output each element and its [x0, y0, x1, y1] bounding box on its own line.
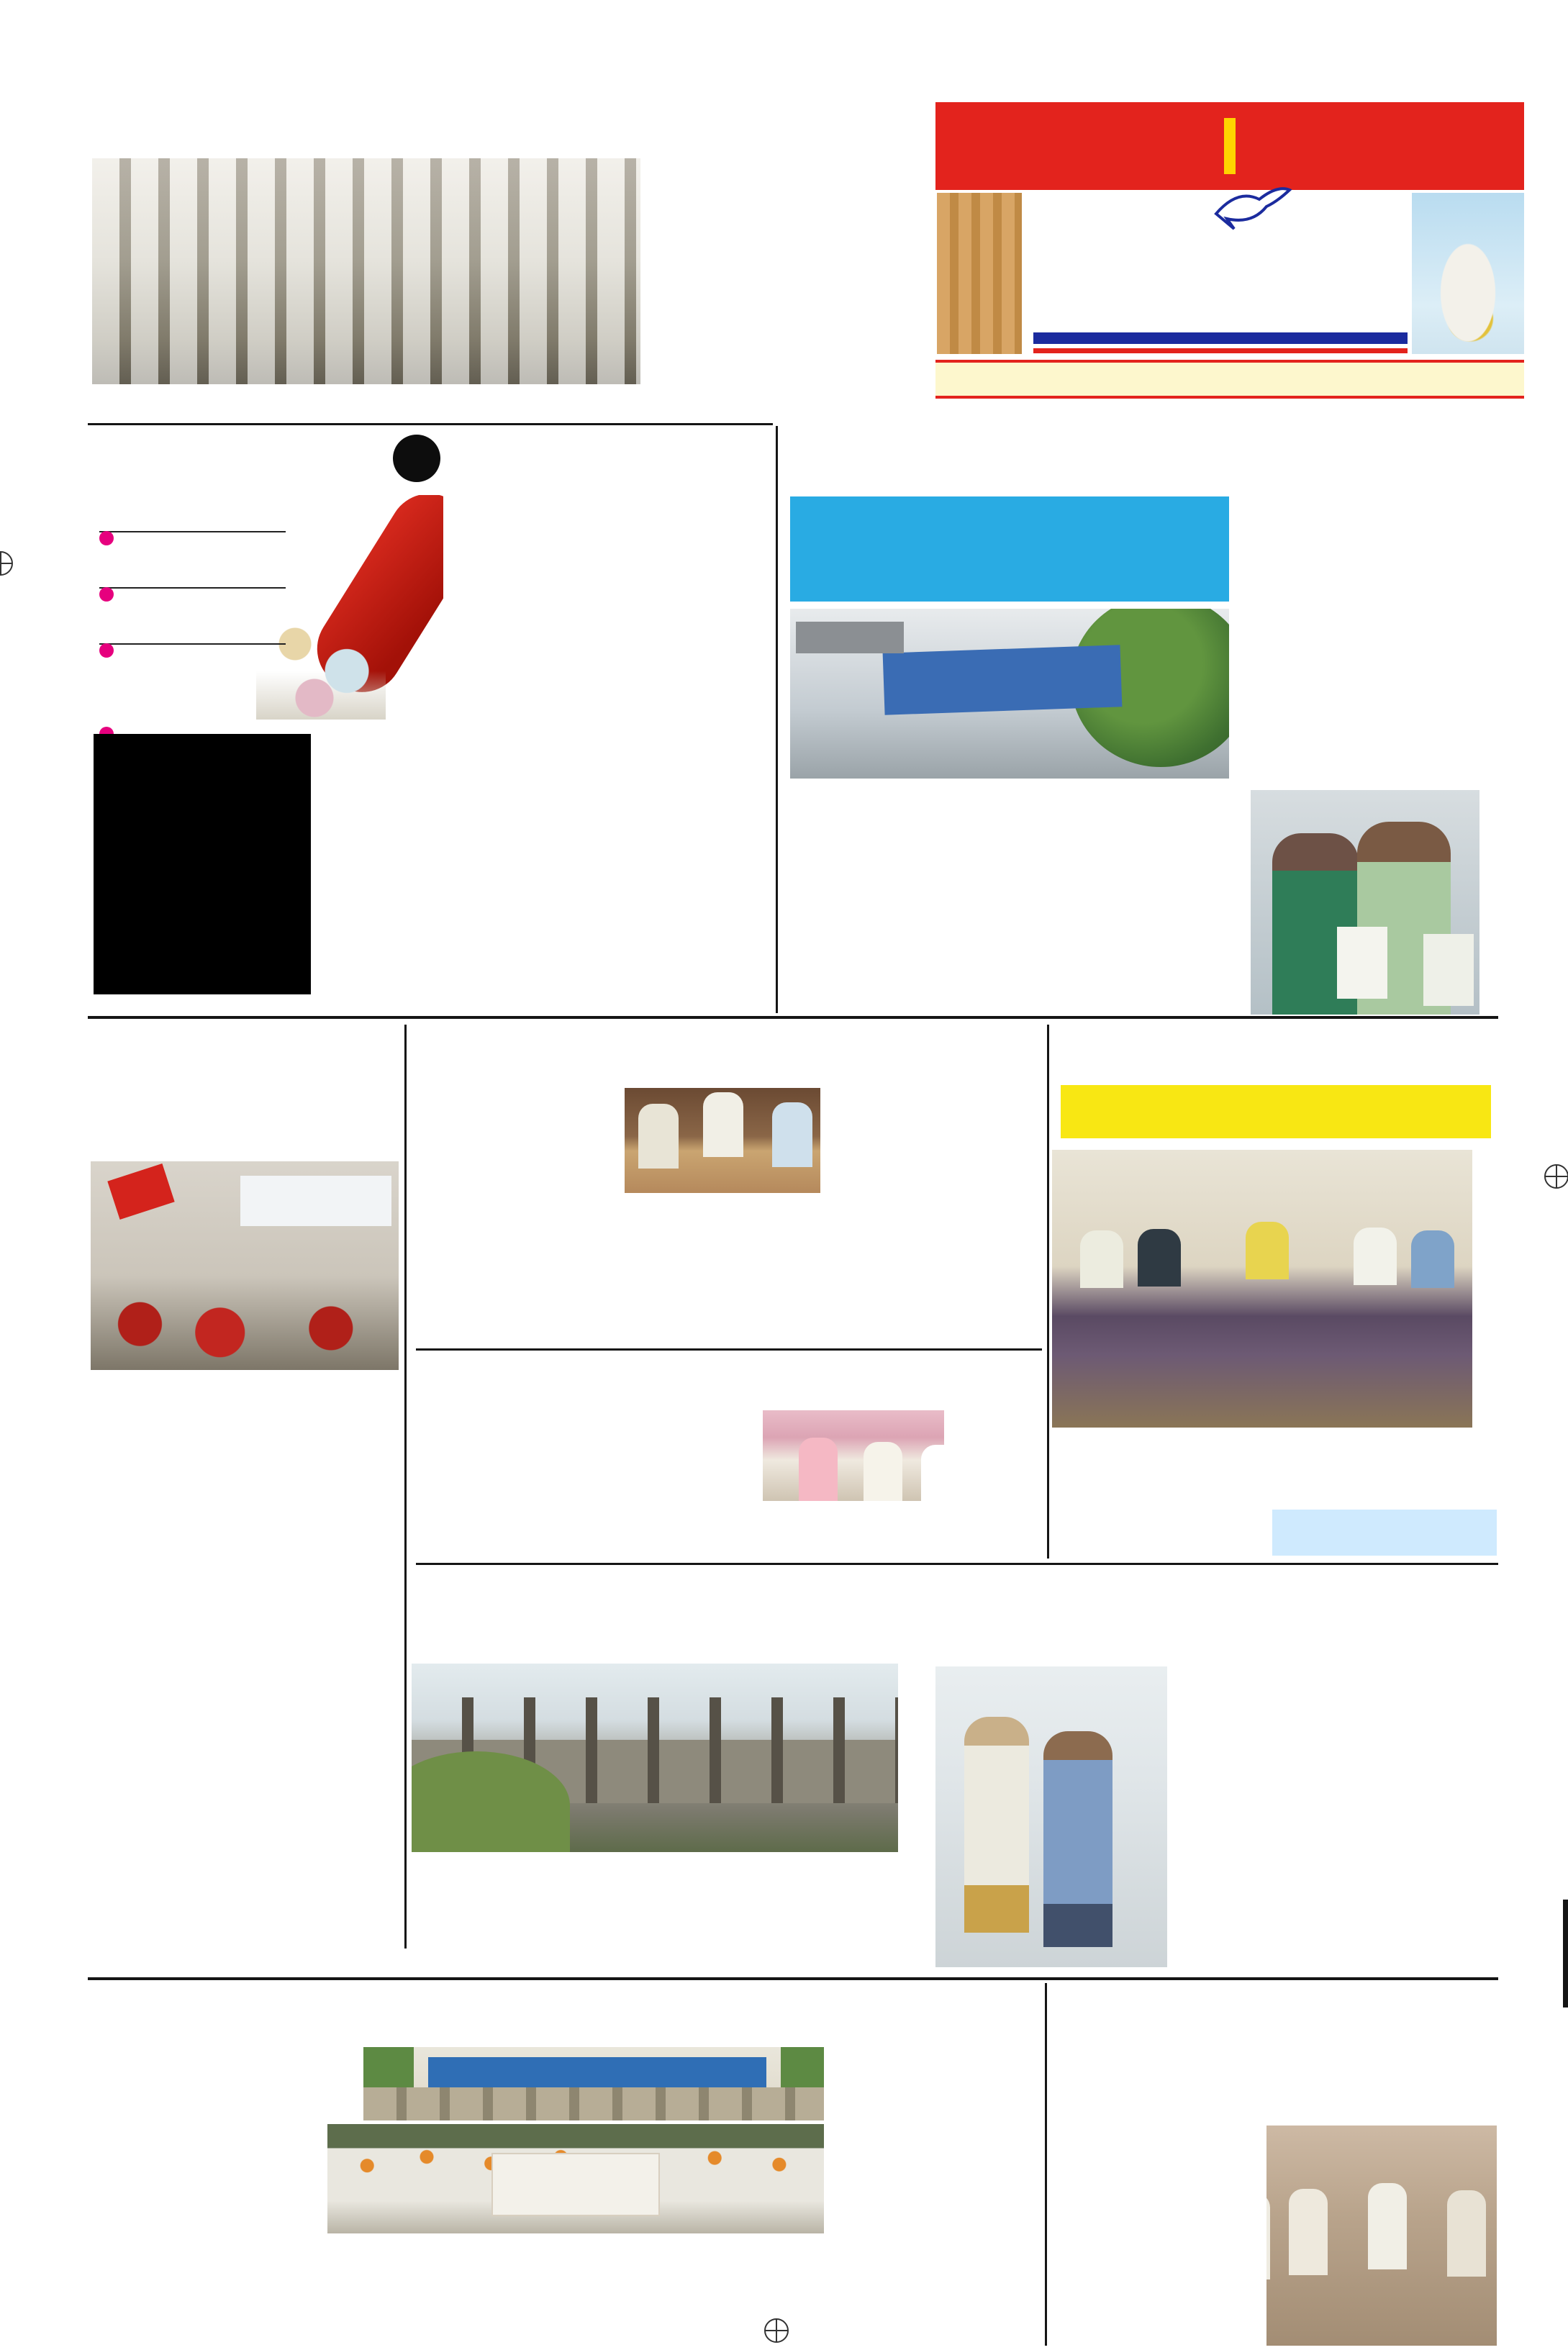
pattas-col3	[1242, 498, 1497, 780]
commissioner-col3	[833, 1085, 1041, 1343]
tdp-body	[1052, 2147, 1259, 2346]
gas-col2	[479, 735, 623, 1010]
registration-mark-left	[0, 551, 13, 576]
building-name-sign	[796, 622, 904, 653]
cheque-distribution-photo	[92, 158, 640, 384]
walkathon-banner	[491, 2153, 661, 2216]
pattas-bullet-box	[790, 496, 1229, 602]
mla-highlight-box	[1272, 1510, 1497, 1556]
cm-fund-caption	[92, 391, 640, 466]
engineers-inspection-photo	[935, 1666, 1167, 1967]
mla-col2	[1272, 1439, 1488, 1507]
pattas-col2	[1013, 809, 1229, 1016]
buggana-col3	[954, 1410, 1042, 1559]
pattas-col1	[790, 809, 1000, 1016]
gas-col1	[325, 735, 469, 1010]
kidney-rally-photo	[327, 2124, 824, 2233]
hospital-block-photo	[363, 2047, 824, 2120]
cartoon-people	[256, 612, 386, 720]
tdp-visit-photo	[1266, 2126, 1497, 2346]
gas-col3	[633, 735, 771, 1010]
masthead-region-banner	[935, 102, 1524, 190]
mla-col1	[1052, 1464, 1259, 1556]
red-flag-shape	[107, 1163, 174, 1220]
dam-gates-photo	[412, 1664, 898, 1852]
nandi-statue-photo	[1412, 193, 1524, 354]
masthead-date-strip	[935, 360, 1524, 399]
konda-reddy-fort-photo	[937, 193, 1022, 354]
buggana-village-photo	[763, 1410, 944, 1501]
tahsildar-office-photo	[790, 609, 1229, 779]
gas-bullet-2	[99, 580, 286, 589]
gajuladinne-col2	[659, 1862, 898, 1967]
buggana-col1	[416, 1435, 754, 1559]
commissioner-col2	[625, 1200, 820, 1343]
pdsu-protest-photo	[91, 1161, 399, 1370]
kidney-col1	[88, 2079, 355, 2346]
affected-farmer-couple-photo	[1251, 790, 1479, 1015]
gas-bullet-3	[99, 636, 286, 645]
buggana-col2	[763, 1507, 944, 1559]
commissioner-meeting-photo	[625, 1088, 820, 1193]
gas-bullet-1	[99, 524, 286, 532]
cm-fund-body-right	[651, 155, 933, 422]
gas-inverted-box	[94, 734, 311, 994]
school-banner-text	[240, 1176, 391, 1226]
dove-icon	[1209, 181, 1295, 232]
gajuladinne-col1	[412, 1881, 649, 1967]
tahsildar-office-sign	[883, 645, 1123, 714]
narayana-body	[91, 1402, 399, 1946]
registration-mark-right	[1544, 1164, 1568, 1189]
kidney-col-right	[833, 2079, 1042, 2346]
masthead-divider-bar	[1224, 118, 1236, 174]
gas-bullet-4	[99, 720, 286, 727]
edge-bleed-mark	[1563, 1900, 1568, 2008]
gajuladinne-col3	[1187, 1702, 1497, 1967]
registration-mark-bottom	[764, 2318, 789, 2343]
commissioner-col1	[416, 1128, 612, 1343]
masthead-red-rule	[1033, 348, 1408, 353]
masthead-title-underline	[1033, 332, 1408, 344]
mla-review-meeting-photo	[1052, 1150, 1472, 1428]
continued-page-badge	[393, 435, 440, 482]
mla-byline-box	[1061, 1085, 1491, 1138]
